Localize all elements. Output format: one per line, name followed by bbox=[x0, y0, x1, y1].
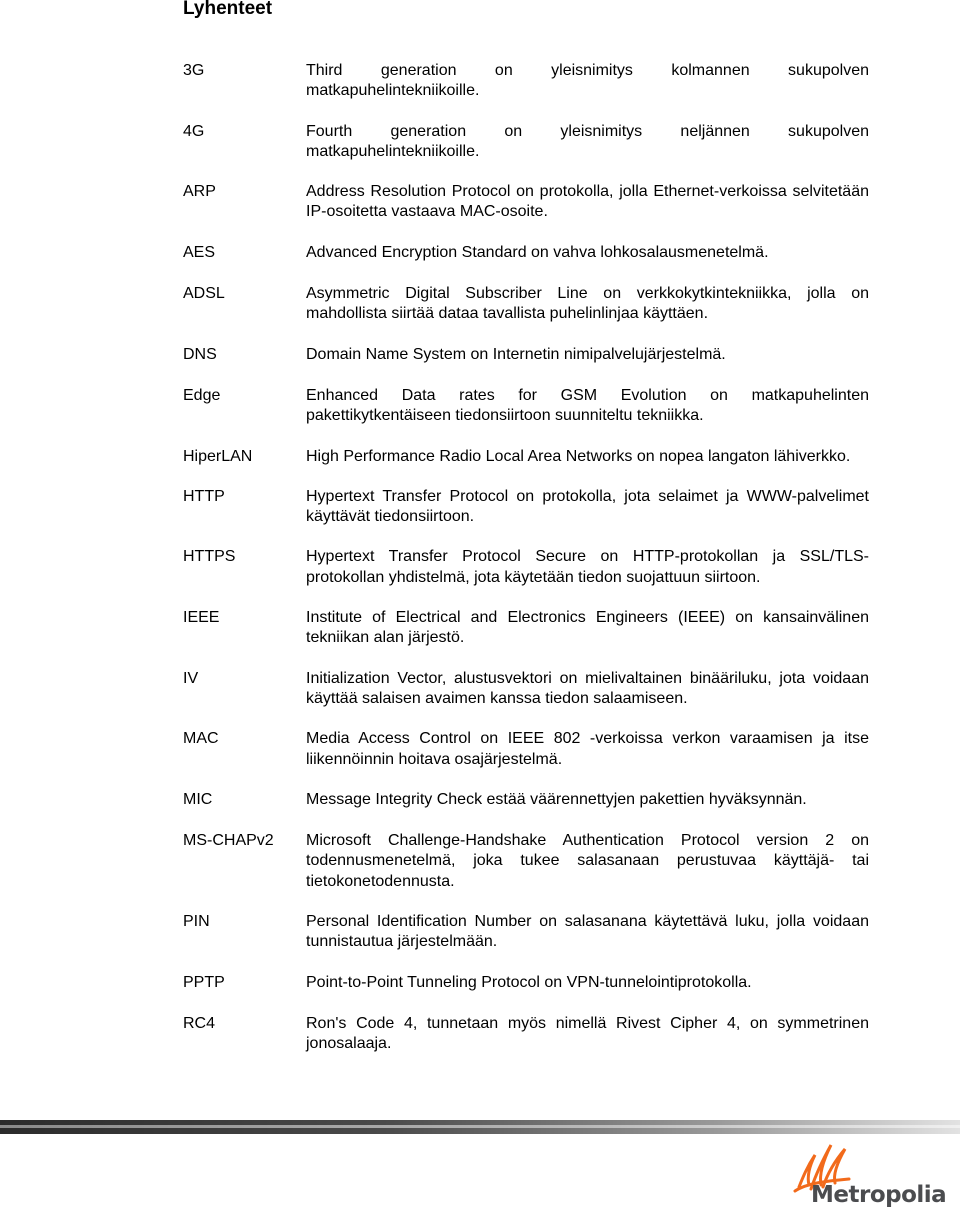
abbreviation-list bbox=[183, 61, 869, 1075]
metropolia-wordmark: Metropolia bbox=[811, 1182, 947, 1208]
abbreviation-term: DNS bbox=[183, 345, 217, 363]
abbreviation-row-ieee bbox=[183, 608, 869, 649]
abbreviation-definition: Media Access Control on IEEE 802 -verkoissa verkon varaamisen ja itse liikennöinnin hoitava osajärjestelmä. bbox=[306, 730, 869, 768]
abbreviation-term: 4G bbox=[183, 122, 205, 140]
footer-divider-bar bbox=[0, 1120, 960, 1134]
abbreviation-row-pptp bbox=[183, 973, 869, 993]
abbreviation-row-pin bbox=[183, 912, 869, 953]
abbreviation-term: HiperLAN bbox=[183, 447, 253, 465]
abbreviation-definition: Institute of Electrical and Electronics Engineers (IEEE) on kansainvälinen tekniikan alan järjestö. bbox=[306, 609, 869, 647]
abbreviation-definition: Initialization Vector, alustusvektori on mielivaltainen binääriluku, jota voidaan käyttää salaisen avaimen kanssa tiedon salaamiseen. bbox=[306, 669, 869, 707]
abbreviation-definition: Enhanced Data rates for GSM Evolution on matkapuhelinten pakettikytkentäiseen tiedonsiirtoon suunniteltu tekniikka. bbox=[306, 386, 869, 425]
abbreviation-row-adsl bbox=[183, 284, 869, 325]
abbreviation-term: ARP bbox=[183, 183, 216, 201]
abbreviation-term: RC4 bbox=[183, 1014, 216, 1032]
abbreviation-definition: Fourth generation on yleisnimitys neljännen sukupolven matkapuhelintekniikoille. bbox=[306, 122, 869, 160]
abbreviation-definition: Microsoft Challenge-Handshake Authentication Protocol version 2 on todennusmenetelmä, joka tukee salasanaan perustuvaa käyttäjä- tai tietokonetodennusta. bbox=[306, 832, 869, 890]
abbreviation-definition: High Performance Radio Local Area Networks on nopea langaton lähiverkko. bbox=[306, 447, 851, 465]
abbreviation-row-rc4 bbox=[183, 1014, 869, 1055]
abbreviation-row-dns bbox=[183, 345, 869, 365]
abbreviation-row-https bbox=[183, 547, 869, 588]
abbreviation-term: MIC bbox=[183, 790, 213, 808]
abbreviation-term: HTTPS bbox=[183, 548, 236, 566]
abbreviation-row-mic bbox=[183, 790, 869, 810]
abbreviation-term: HTTP bbox=[183, 487, 225, 505]
abbreviation-row-iv bbox=[183, 669, 869, 710]
abbreviation-row-aes bbox=[183, 243, 869, 263]
page-title: Lyhenteet bbox=[183, 0, 273, 19]
abbreviation-term: AES bbox=[183, 243, 216, 261]
abbreviation-row-edge bbox=[183, 386, 869, 427]
abbreviation-definition: Hypertext Transfer Protocol Secure on HTTP-protokollan ja SSL/TLS-protokollan yhdistelmä, jota käytetään tiedon suojattuun siirtoon. bbox=[306, 548, 869, 586]
abbreviation-definition: Advanced Encryption Standard on vahva lohkosalausmenetelmä. bbox=[306, 243, 769, 261]
abbreviation-row-ms-chapv2 bbox=[183, 831, 869, 892]
abbreviation-row-mac bbox=[183, 729, 869, 770]
abbreviation-definition: Personal Identification Number on salasanana käytettävä luku, jolla voidaan tunnistautua järjestelmään. bbox=[306, 913, 869, 951]
abbreviation-term: ADSL bbox=[183, 285, 225, 303]
abbreviation-term: 3G bbox=[183, 62, 205, 79]
abbreviation-row-arp bbox=[183, 182, 869, 223]
abbreviation-row-hiperlan bbox=[183, 447, 869, 467]
abbreviation-term: MS-CHAPv2 bbox=[183, 832, 274, 850]
abbreviation-definition: Hypertext Transfer Protocol on protokolla, jota selaimet ja WWW-palvelimet käyttävät tiedonsiirtoon. bbox=[306, 487, 869, 526]
abbreviation-term: Edge bbox=[183, 386, 221, 404]
abbreviation-definition: Ron's Code 4, tunnetaan myös nimellä Rivest Cipher 4, on symmetrinen jonosalaaja. bbox=[306, 1014, 869, 1053]
abbreviation-definition: Point-to-Point Tunneling Protocol on VPN-tunnelointiprotokolla. bbox=[306, 973, 752, 991]
abbreviation-row-4g bbox=[183, 122, 869, 163]
abbreviation-row-http bbox=[183, 487, 869, 528]
abbreviation-term: MAC bbox=[183, 730, 219, 748]
metropolia-logo bbox=[785, 1135, 955, 1209]
abbreviation-row-3g bbox=[183, 61, 869, 102]
abbreviation-definition: Domain Name System on Internetin nimipalvelujärjestelmä. bbox=[306, 345, 726, 363]
abbreviation-definition: Message Integrity Check estää väärennettyjen pakettien hyväksynnän. bbox=[306, 790, 807, 808]
abbreviation-term: IEEE bbox=[183, 609, 220, 627]
abbreviation-term: PIN bbox=[183, 913, 210, 931]
abbreviation-term: IV bbox=[183, 669, 199, 687]
abbreviation-definition: Asymmetric Digital Subscriber Line on verkkokytkintekniikka, jolla on mahdollista siirtää dataa tavallista puhelinlinjaa käyttäen. bbox=[306, 285, 869, 323]
abbreviation-definition: Third generation on yleisnimitys kolmannen sukupolven matkapuhelintekniikoille. bbox=[306, 62, 869, 100]
abbreviation-definition: Address Resolution Protocol on protokolla, jolla Ethernet-verkoissa selvitetään IP-osoitetta vastaava MAC-osoite. bbox=[306, 183, 869, 221]
abbreviation-term: PPTP bbox=[183, 973, 225, 991]
